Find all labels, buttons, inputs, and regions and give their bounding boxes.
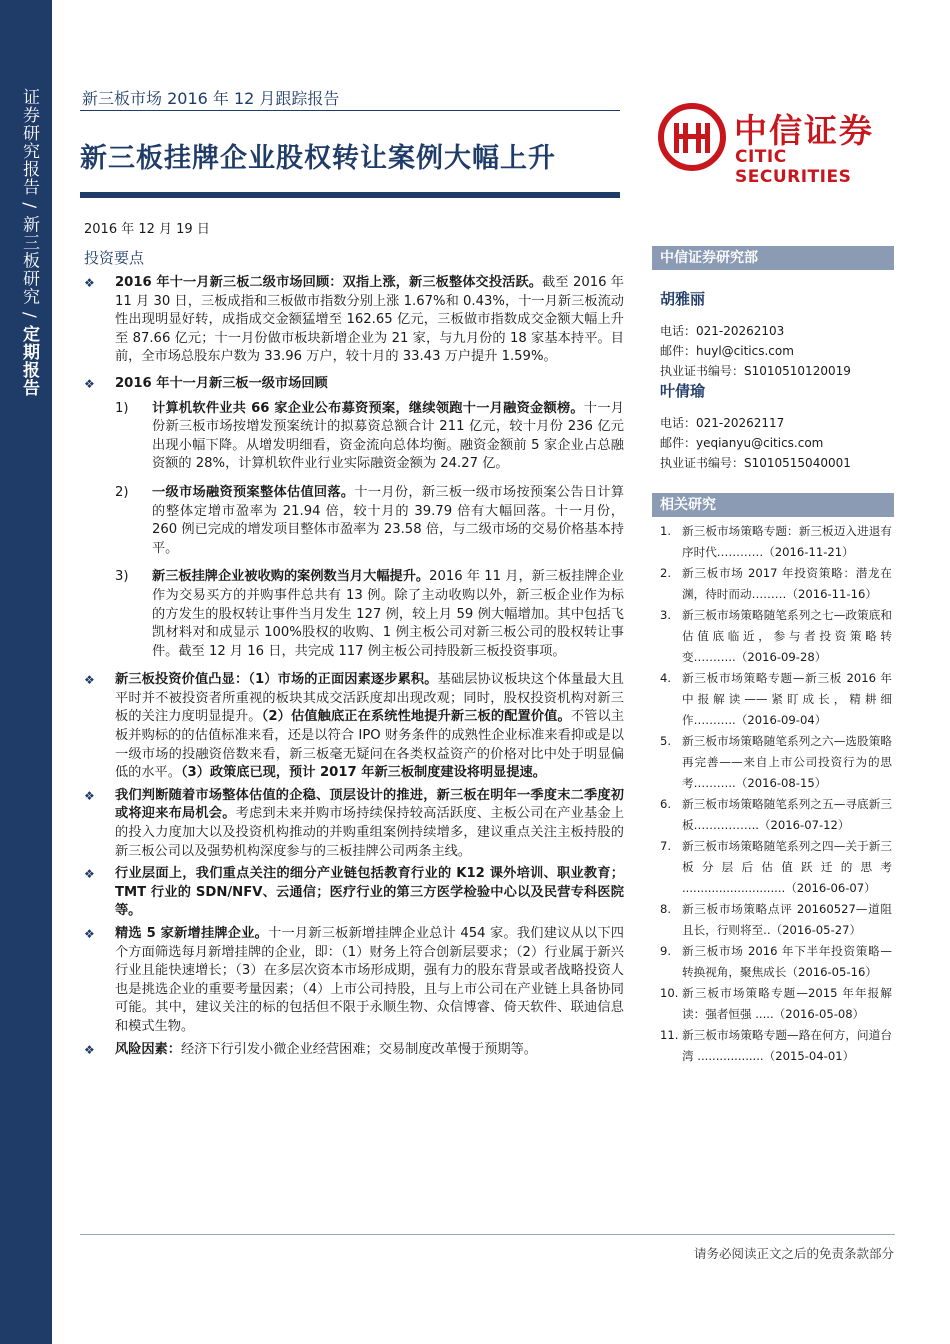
- analyst-card: [652, 380, 894, 473]
- related-research-list: [660, 521, 892, 1067]
- highlight-text: 基础层协议板块这个体量最大且平时并不被投资者所重视的板块其成交活跃度却出现改观；同时，股权投资机构对新三板的关注力度明显提升。: [115, 672, 624, 725]
- related-item-number: 7.: [660, 839, 672, 853]
- diamond-bullet-icon: ❖: [84, 1042, 95, 1057]
- citic-logo: [658, 103, 898, 187]
- sub-item-text: 十一月份，新三板一级市场按预案公告日计算的整体定增市盈率为 21.94 倍，较十月的 39.79 倍有大幅回落。十一月份，260 例已完成的增发项目整体市盈率为 23.58 倍，与二级市场的交易价格基本持平。: [152, 484, 625, 556]
- highlight-item: [84, 787, 624, 861]
- related-item-number: 3.: [660, 608, 672, 622]
- section-title: 投资要点: [84, 249, 145, 267]
- related-item-text: 新三板市场策略随笔系列之五—寻底新三板……………..（2016-07-12）: [682, 797, 892, 832]
- footer-divider: [80, 1234, 895, 1235]
- related-item-number: 1.: [660, 524, 672, 538]
- highlight-item: [84, 671, 624, 783]
- sub-item-bold: 新三板挂牌企业被收购的案例数当月大幅提升。: [152, 569, 430, 585]
- related-item[interactable]: [660, 836, 892, 899]
- related-item[interactable]: [660, 983, 892, 1025]
- related-item-text: 新三板市场 2016 年下半年投资策略—转换视角，聚焦成长（2016-05-16）: [682, 944, 892, 979]
- sub-item: [84, 568, 624, 661]
- related-item-text: 新三板市场策略专题—路在何方，问道台湾 ..................（2015-04-01）: [682, 1028, 892, 1063]
- diamond-bullet-icon: ❖: [84, 276, 95, 290]
- highlight-bold: 2016 年十一月新三板二级市场回顾：双指上涨，新三板整体交投活跃。: [115, 275, 543, 290]
- related-item-text: 新三板市场策略点评 20160527—道阻且长，行则将至..（2016-05-27）: [682, 902, 892, 937]
- highlight-bold: 精选 5 家新增挂牌企业。: [115, 926, 269, 941]
- analyst-phone: 电话：021-20262103: [660, 324, 785, 338]
- related-item-text: 新三板市场 2017 年投资策略：潜龙在渊，待时而动………（2016-11-16）: [682, 566, 892, 601]
- sub-item-text: 2016 年 11 月，新三板挂牌企业作为交易买方的并购事件总共有 13 例。除了主动收购以外，新三板企业作为标的方发生的股权转让事件当月发生 127 例，较上月 59 例大幅增加。其中包括飞凯材料对和成显示 100%股权的收购、1 例主板公司对新三板公司的股权转让事件。截至 12 月 16 日，共完成 117 例主板公司持股新三板投资事项。: [152, 569, 624, 659]
- disclaimer-note: 请务必阅读正文之后的免责条款部分: [693, 1246, 894, 1261]
- sub-item-number: 3): [115, 569, 129, 585]
- related-item-number: 2.: [660, 566, 672, 580]
- related-item-number: 11.: [660, 1028, 679, 1042]
- related-item[interactable]: [660, 605, 892, 668]
- analyst-card: [652, 288, 894, 381]
- related-item[interactable]: [660, 563, 892, 605]
- sub-item-text: 十一月份新三板市场按增发预案统计的拟募资总额合计 211 亿元，较十月份 236 亿元出现小幅下降。从增发明细看，资金流向总体均衡。融资金额前 5 家企业占总融资额的 28%，计算机软件业行业实际融资金额为 24.27 亿。: [152, 400, 624, 472]
- highlight-text: 不管以主板并购标的的估值标准来看，还是以符合 IPO 财务条件的成熟性企业标准来看抑或是以一级市场的投融资倍数来看，新三板毫无疑问在各类权益资产的价格对比中处于明显偏低的水平。: [115, 709, 625, 781]
- citic-emblem-icon: [658, 103, 726, 171]
- highlight-item: [84, 375, 624, 394]
- related-item-number: 5.: [660, 734, 672, 748]
- sub-item-number: 2): [115, 484, 129, 500]
- related-research-bar: 相关研究: [652, 493, 894, 517]
- related-item-text: 新三板市场策略随笔系列之六—选股策略再完善——来自上市公司投资行为的思考………..（2016-08-15）: [682, 734, 892, 790]
- highlight-bold: 风险因素：: [115, 1041, 181, 1057]
- highlight-bold: 新三板投资价值凸显：（1）市场的正面因素逐步累积。: [115, 672, 438, 688]
- related-item-text: 新三板市场策略随笔系列之四—关于新三板分层后估值跃迁的思考 ............................（2016-06-07）: [682, 839, 892, 895]
- sidebar-label: [13, 88, 39, 397]
- related-item[interactable]: [660, 731, 892, 794]
- highlight-item: [84, 865, 624, 921]
- highlight-bold: 行业层面上，我们重点关注的细分产业链包括教育行业的 K12 课外培训、职业教育；TMT 行业的 SDN/NFV、云通信；医疗行业的第三方医学检验中心以及民营专科医院等。: [115, 866, 624, 919]
- related-item-number: 10.: [660, 986, 679, 1000]
- related-item-text: 新三板市场策略专题：新三板迈入进退有序时代…………（2016-11-21）: [682, 524, 892, 559]
- sidebar-category: 证券研究报告 / 新三板研究 /: [19, 88, 39, 326]
- report-title: 新三板挂牌企业股权转让案例大幅上升: [80, 143, 556, 174]
- diamond-bullet-icon: ❖: [84, 867, 95, 882]
- related-item[interactable]: [660, 794, 892, 836]
- related-item-number: 8.: [660, 902, 672, 916]
- related-item[interactable]: [660, 668, 892, 731]
- left-sidebar: [0, 0, 52, 1344]
- sub-item-bold: 一级市场融资预案整体估值回落。: [152, 484, 355, 500]
- dept-title-bar: 中信证券研究部: [652, 246, 894, 270]
- related-item-text: 新三板市场策略随笔系列之七—政策底和估值底临近，参与者投资策略转变………..（2016-09-28）: [682, 608, 892, 664]
- related-item-number: 9.: [660, 944, 672, 958]
- sub-item-number: 1): [115, 400, 129, 416]
- related-item[interactable]: [660, 899, 892, 941]
- highlight-text: 十一月新三板新增挂牌企业总计 454 家。我们建议从以下四个方面筛选每月新增挂牌的企业，即：（1）财务上符合创新层要求；（2）行业属于新兴行业且能快速增长；（3）在多层次资本市场形成期，强有力的股东背景或者战略投资人也是挑选企业的重要考量因素；（4）上市公司持股，且与上市公司在产业链上具备协同可能。其中，建议关注的标的包括但不限于永顺生物、众信博睿、倚天软件、联迪信息和模式生物。: [115, 926, 624, 1034]
- analyst-email[interactable]: 邮件：huyl@citics.com: [660, 344, 794, 358]
- highlight-bold: 2016 年十一月新三板一级市场回顾: [115, 375, 328, 391]
- related-item-number: 6.: [660, 797, 672, 811]
- analyst-cert: 执业证书编号：S1010515040001: [660, 456, 851, 470]
- highlight-item: [84, 274, 624, 367]
- highlight-text: 经济下行引发小微企业经营困难；交易制度改革慢于预期等。: [180, 1041, 537, 1057]
- related-item[interactable]: [660, 941, 892, 983]
- diamond-bullet-icon: ❖: [84, 788, 95, 803]
- logo-chinese-name: 中信证券: [734, 111, 874, 150]
- analyst-cert: 执业证书编号：S1010510120019: [660, 364, 851, 378]
- analyst-email[interactable]: 邮件：yeqianyu@citics.com: [660, 436, 824, 450]
- title-divider: [80, 192, 620, 198]
- sub-item: [84, 484, 624, 558]
- logo-english-name: CITIC SECURITIES: [735, 147, 852, 187]
- highlight-item: [84, 1041, 624, 1060]
- diamond-bullet-icon: ❖: [84, 927, 95, 941]
- report-date: 2016 年 12 月 19 日: [84, 222, 210, 237]
- diamond-bullet-icon: ❖: [84, 376, 95, 391]
- analyst-phone: 电话：021-20262117: [660, 416, 785, 430]
- sidebar-report-type: 定期报告: [19, 325, 39, 398]
- report-subtitle: 新三板市场 2016 年 12 月跟踪报告: [82, 89, 340, 108]
- investment-highlights: [84, 274, 624, 1063]
- highlight-item: [84, 925, 624, 1037]
- sub-item: [84, 400, 624, 474]
- related-item-text: 新三板市场策略专题—新三板 2016 年中报解读——紧盯成长，精耕细作………..（2016-09-04）: [682, 671, 892, 727]
- related-item[interactable]: [660, 1025, 892, 1067]
- related-item[interactable]: [660, 521, 892, 563]
- analyst-name: 叶倩瑜: [660, 382, 706, 400]
- highlight-bold: （2）估值触底正在系统性地提升新三板的配置价值。: [261, 709, 571, 725]
- analyst-name: 胡雅丽: [660, 290, 706, 308]
- header-divider: [80, 110, 620, 111]
- related-item-text: 新三板市场策略专题—2015 年年报解读：强者恒强 .....（2016-05-08）: [682, 986, 892, 1021]
- highlight-bold: （3）政策底已现，预计 2017 年新三板制度建设将明显提速。: [180, 765, 546, 781]
- highlight-bold: 我们判断随着市场整体估值的企稳、顶层设计的推进，新三板在明年一季度末二季度初或将迎来布局机会。: [115, 787, 624, 822]
- related-item-number: 4.: [660, 671, 672, 685]
- highlight-text: 考虑到未来并购市场持续保持较高活跃度、主板公司在产业基金上的投入力度加大以及投资机构推动的并购重组案例持续增多，建议重点关注主板持股的新三板公司以及强势机构深度参与的三板挂牌公司两条主线。: [115, 806, 625, 859]
- diamond-bullet-icon: ❖: [84, 673, 95, 688]
- sub-item-bold: 计算机软件业共 66 家企业公布募资预案，继续领跑十一月融资金额榜。: [152, 400, 584, 416]
- highlight-text: 截至 2016 年 11 月 30 日，三板成指和三板做市指数分别上涨 1.67%和 0.43%，十一月新三板流动性出现明显好转，成指成交金额猛增至 162.65 亿元，三板做市指数成交金额大幅上升至 87.66 亿元；十一月份做市板块新增企业为 21 家，与九月份的 18 家基本持平。目前，全市场总股东户数为 33.96 万户，较十月的 33.43 万户提升 1.59%。: [115, 275, 624, 365]
